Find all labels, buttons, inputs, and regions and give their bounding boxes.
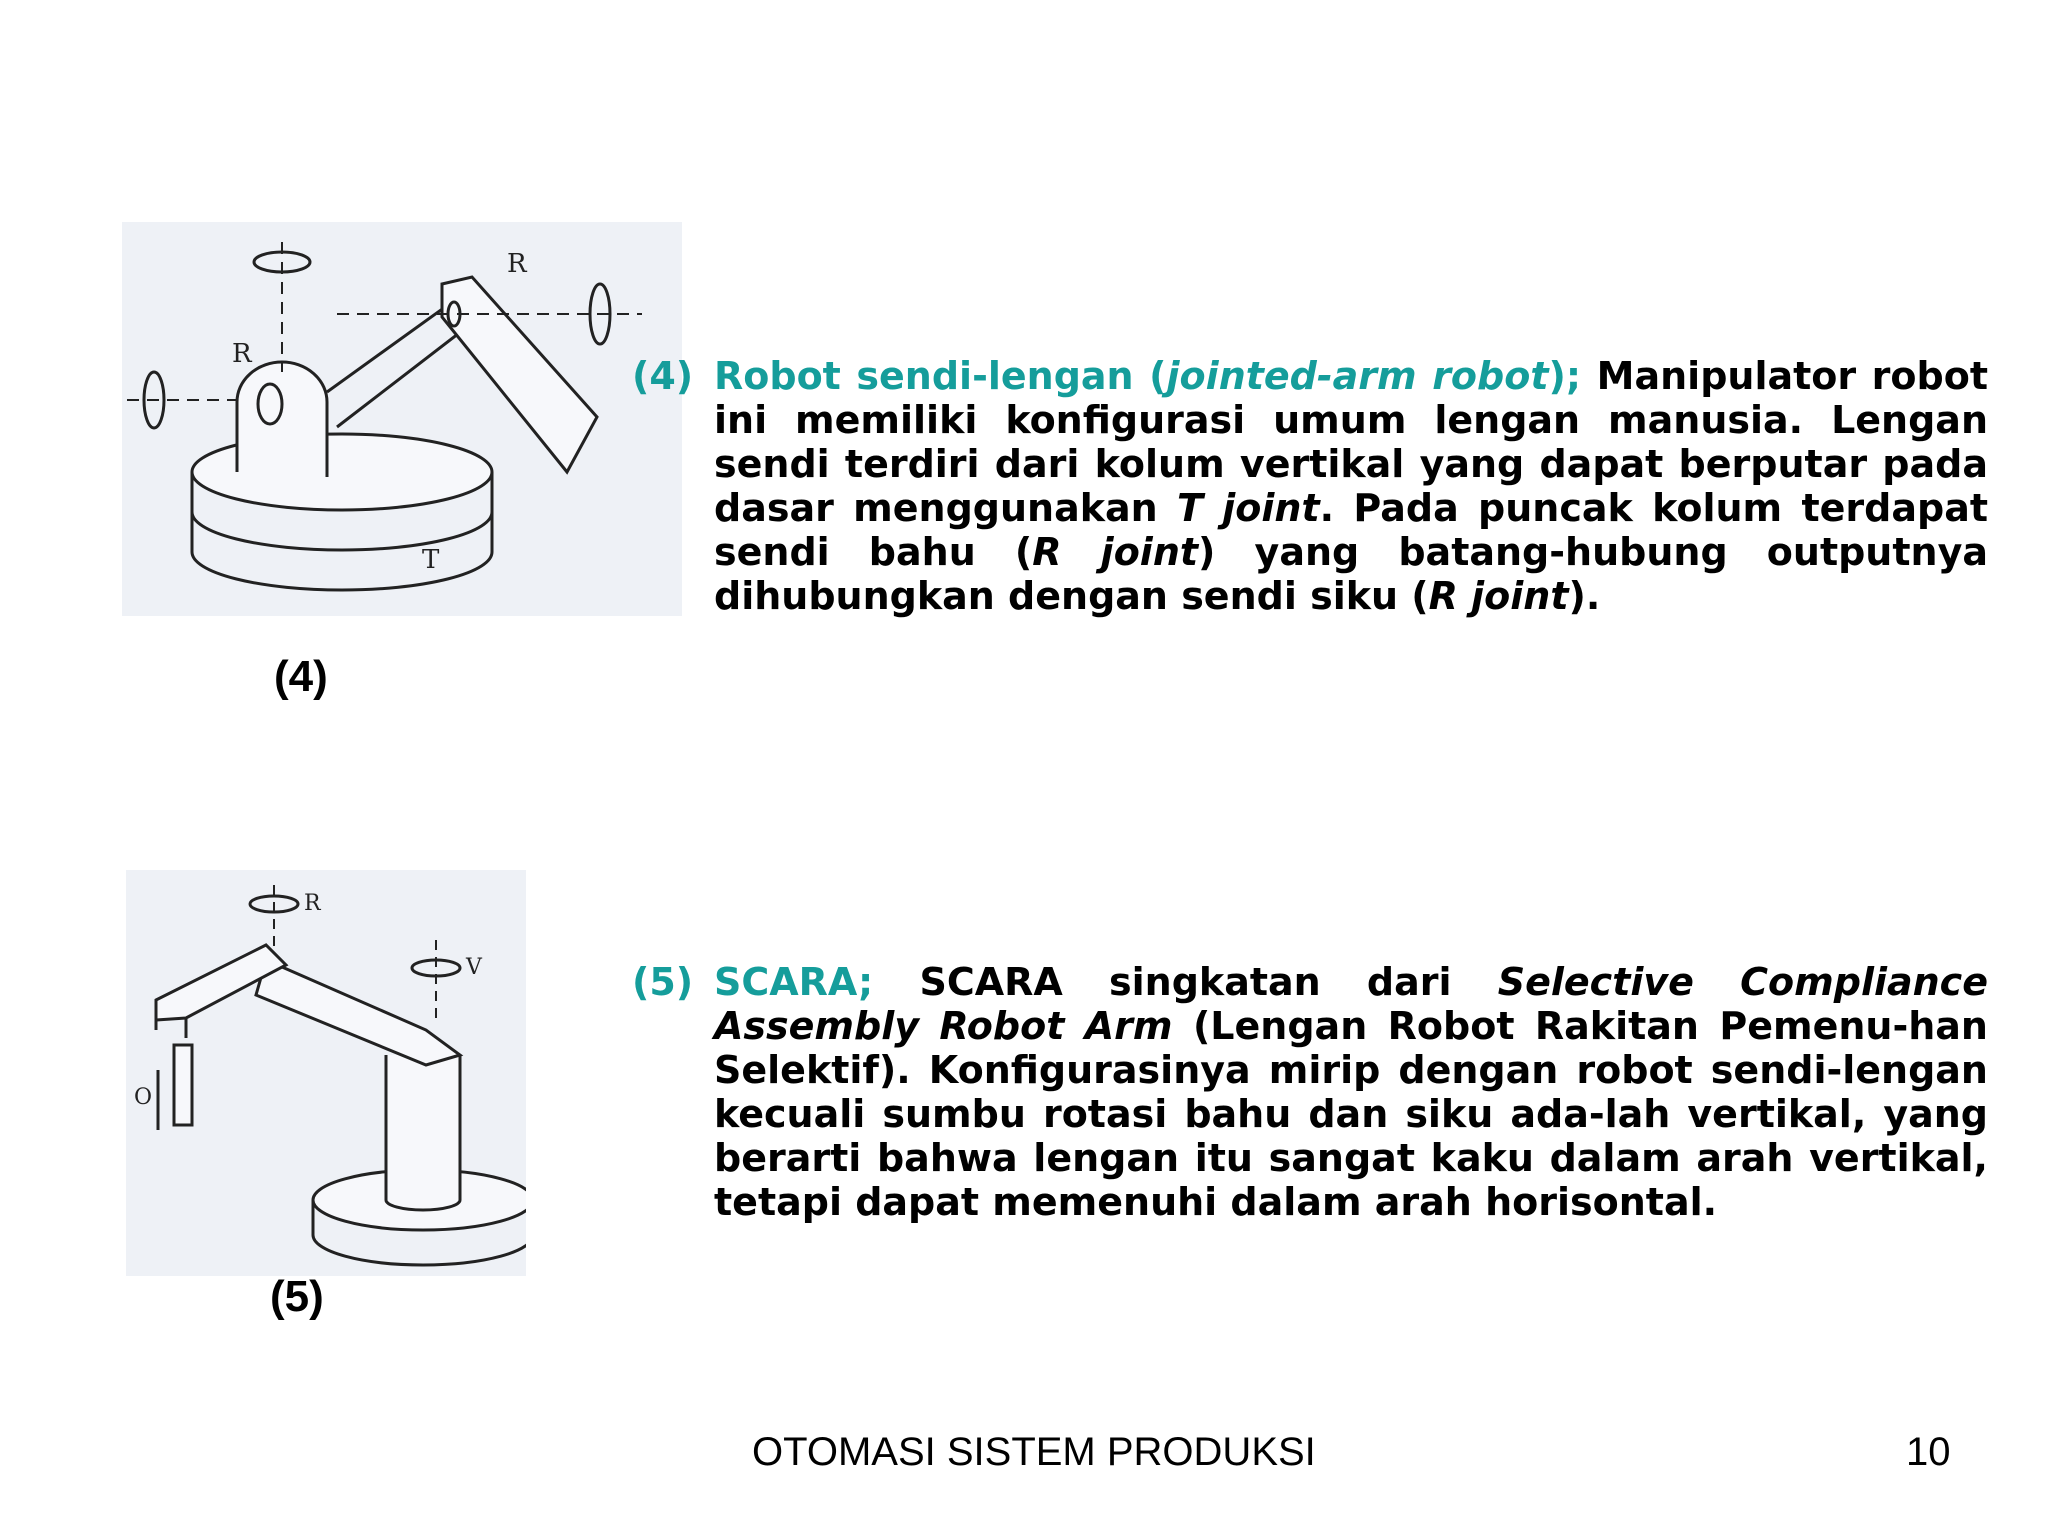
item-number: (5) [632, 960, 694, 1004]
scara-robot-figure [126, 870, 526, 1276]
italic-term: Selective Compliance Assembly Robot Arm [714, 960, 1988, 1048]
label-r-top: R [507, 249, 527, 279]
scara-robot-diagram [126, 870, 526, 1276]
item-title: SCARA; [714, 960, 874, 1004]
item-number: (4) [632, 354, 694, 398]
text-segment: SCARA singkatan dari [873, 960, 1498, 1004]
figure-5-caption: (5) [270, 1272, 324, 1321]
jointed-arm-description [632, 354, 1988, 618]
italic-term: R joint [1428, 574, 1569, 618]
label-o: O [134, 1085, 153, 1110]
footer-title: OTOMASI SISTEM PRODUKSI [752, 1430, 1316, 1474]
page-number: 10 [1906, 1430, 1951, 1474]
text-segment: ) yang batang-hubung outputnya dihubungkan dengan sendi siku ( [714, 530, 1988, 618]
item-title: Robot sendi-lengan ( [714, 354, 1167, 398]
text-segment: Manipulator robot ini memiliki konfigurasi umum lengan manusia. Lengan sendi terdiri dari kolum vertikal yang dapat berputar pada dasar menggunakan [714, 354, 1989, 530]
item-title-italic: jointed-arm robot [1166, 354, 1549, 398]
label-r-left: R [232, 339, 252, 369]
label-t: T [422, 545, 440, 575]
item-body [714, 960, 1988, 1224]
text-segment: . Pada puncak kolum terdapat sendi bahu ( [714, 486, 1988, 574]
figure-4-caption: (4) [274, 652, 328, 701]
jointed-arm-robot-figure [122, 222, 682, 616]
label-v: V [466, 955, 482, 980]
item-title-end: ); [1548, 354, 1582, 398]
text-segment: ). [1568, 574, 1601, 618]
label-r: R [304, 891, 321, 916]
jointed-arm-robot-diagram [122, 222, 682, 616]
item-body [714, 354, 1988, 618]
text-segment: (Lengan Robot Rakitan Pemenu-han Selektif). Konfigurasinya mirip dengan robot sendi-lengan kecuali sumbu rotasi bahu dan siku ada-lah vertikal, yang berarti bahwa lengan itu sangat kaku dalam arah vertikal, tetapi dapat memenuhi dalam arah horisontal. [714, 1004, 1988, 1224]
scara-description [632, 960, 1988, 1224]
italic-term: R joint [1032, 530, 1199, 574]
italic-term: T joint [1177, 486, 1320, 530]
